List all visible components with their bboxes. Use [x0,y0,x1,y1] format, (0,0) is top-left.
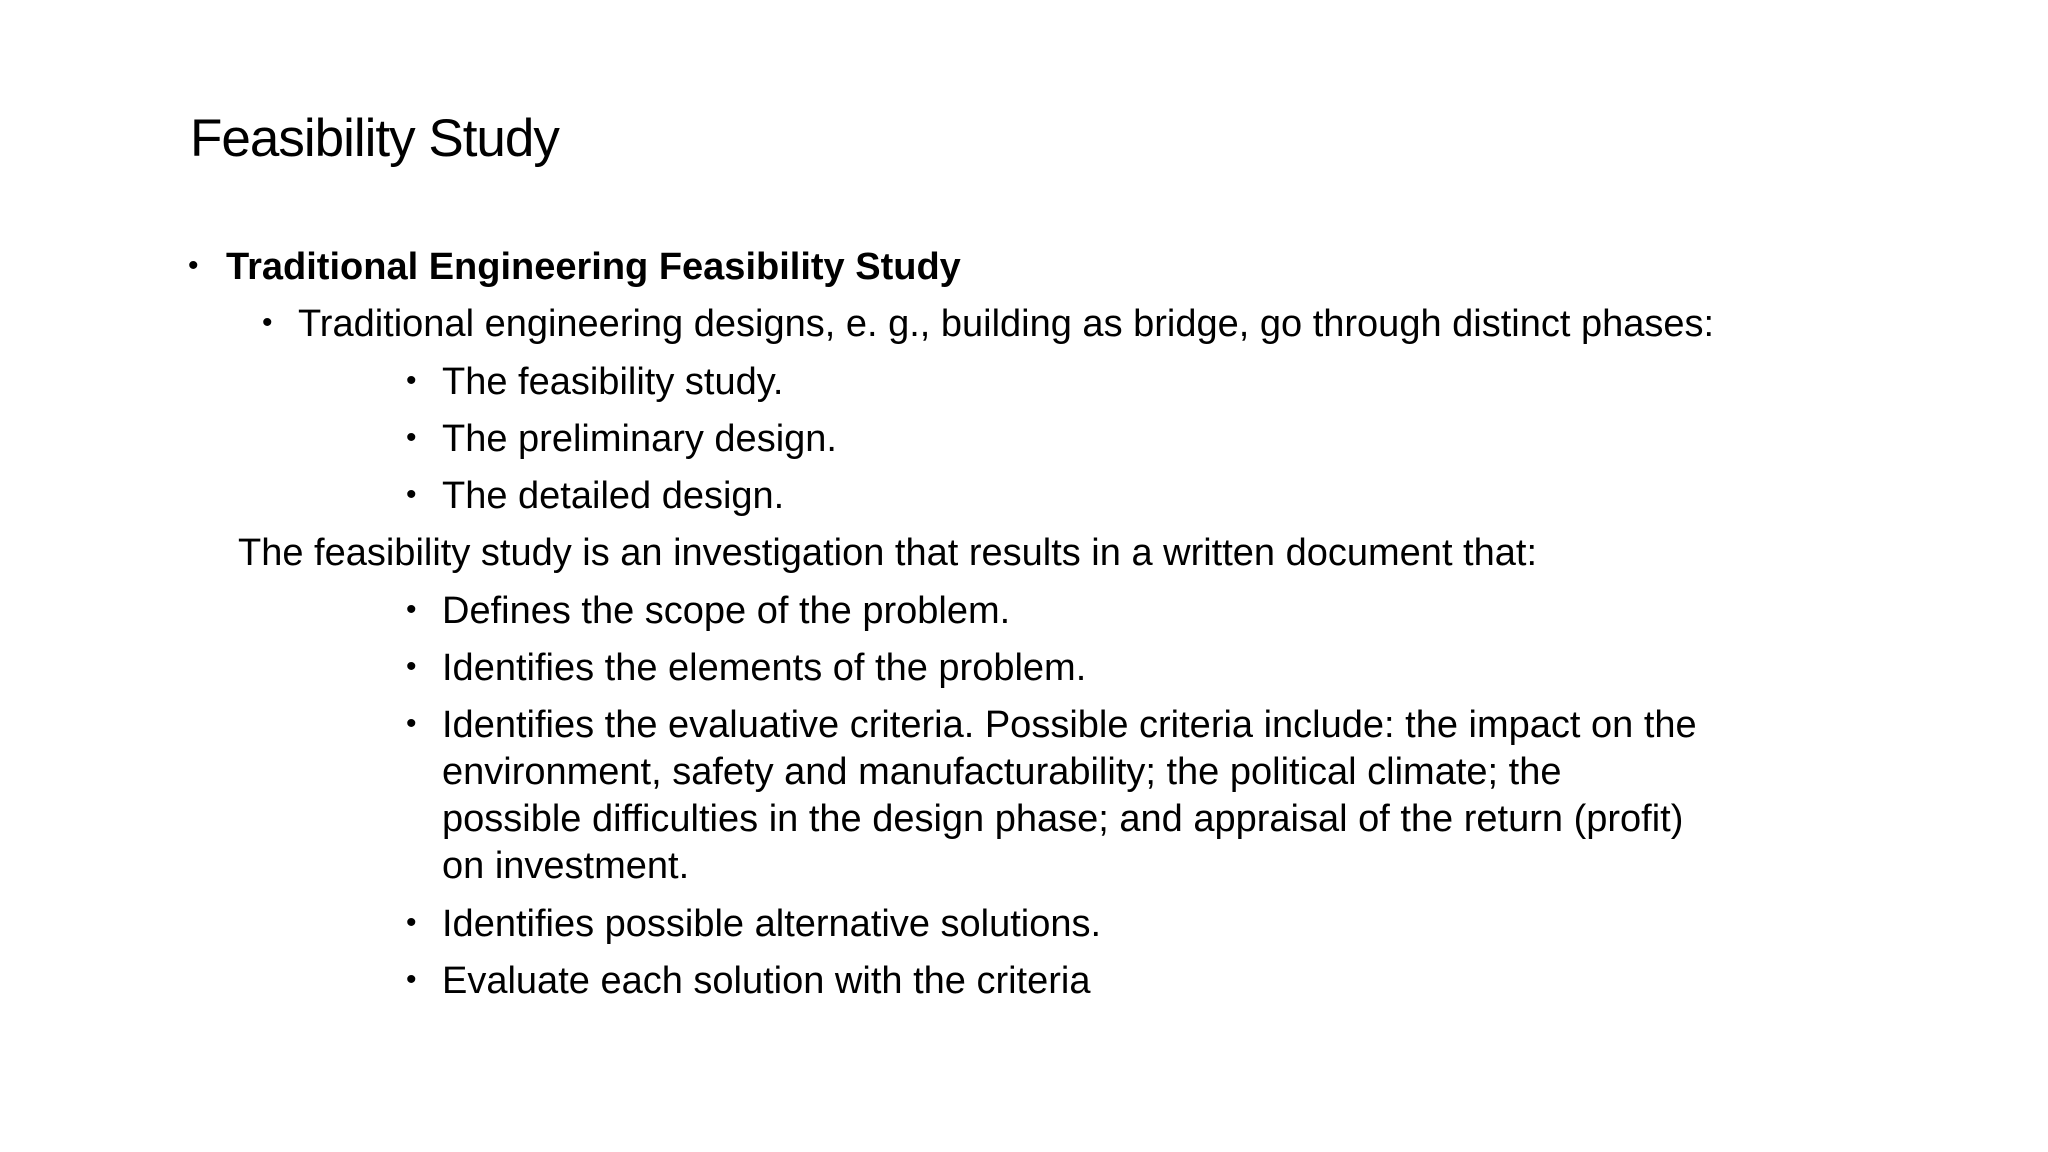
document-item: Defines the scope of the problem. [442,590,1011,632]
document-item: Identifies the evaluative criteria. Possible criteria include: the impact on the [442,704,1697,746]
bullet-icon: • [262,306,273,339]
bullet-icon: • [406,707,417,740]
bullet-icon: • [188,249,199,282]
phase-item: The detailed design. [442,475,785,517]
document-item: Identifies the elements of the problem. [442,647,1087,689]
intro-text: Traditional engineering designs, e. g., building as bridge, go through distinct phases: [298,303,1715,345]
bullet-icon: • [406,421,417,454]
document-item-continuation: environment, safety and manufacturability; the political climate; the [442,751,1562,793]
phase-item: The preliminary design. [442,418,837,460]
bullet-icon: • [406,963,417,996]
bullet-icon: • [406,364,417,397]
document-item-continuation: possible difficulties in the design phase; and appraisal of the return (profit) [442,798,1684,840]
paragraph-text: The feasibility study is an investigation that results in a written document that: [238,532,1537,574]
document-item: Evaluate each solution with the criteria [442,960,1091,1002]
phase-item: The feasibility study. [442,361,784,403]
bullet-icon: • [406,650,417,683]
section-heading: Traditional Engineering Feasibility Study [226,246,961,288]
bullet-icon: • [406,478,417,511]
document-item: Identifies possible alternative solutions. [442,903,1102,945]
document-item-continuation: on investment. [442,845,690,887]
slide-title: Feasibility Study [190,109,559,168]
bullet-icon: • [406,593,417,626]
bullet-icon: • [406,906,417,939]
